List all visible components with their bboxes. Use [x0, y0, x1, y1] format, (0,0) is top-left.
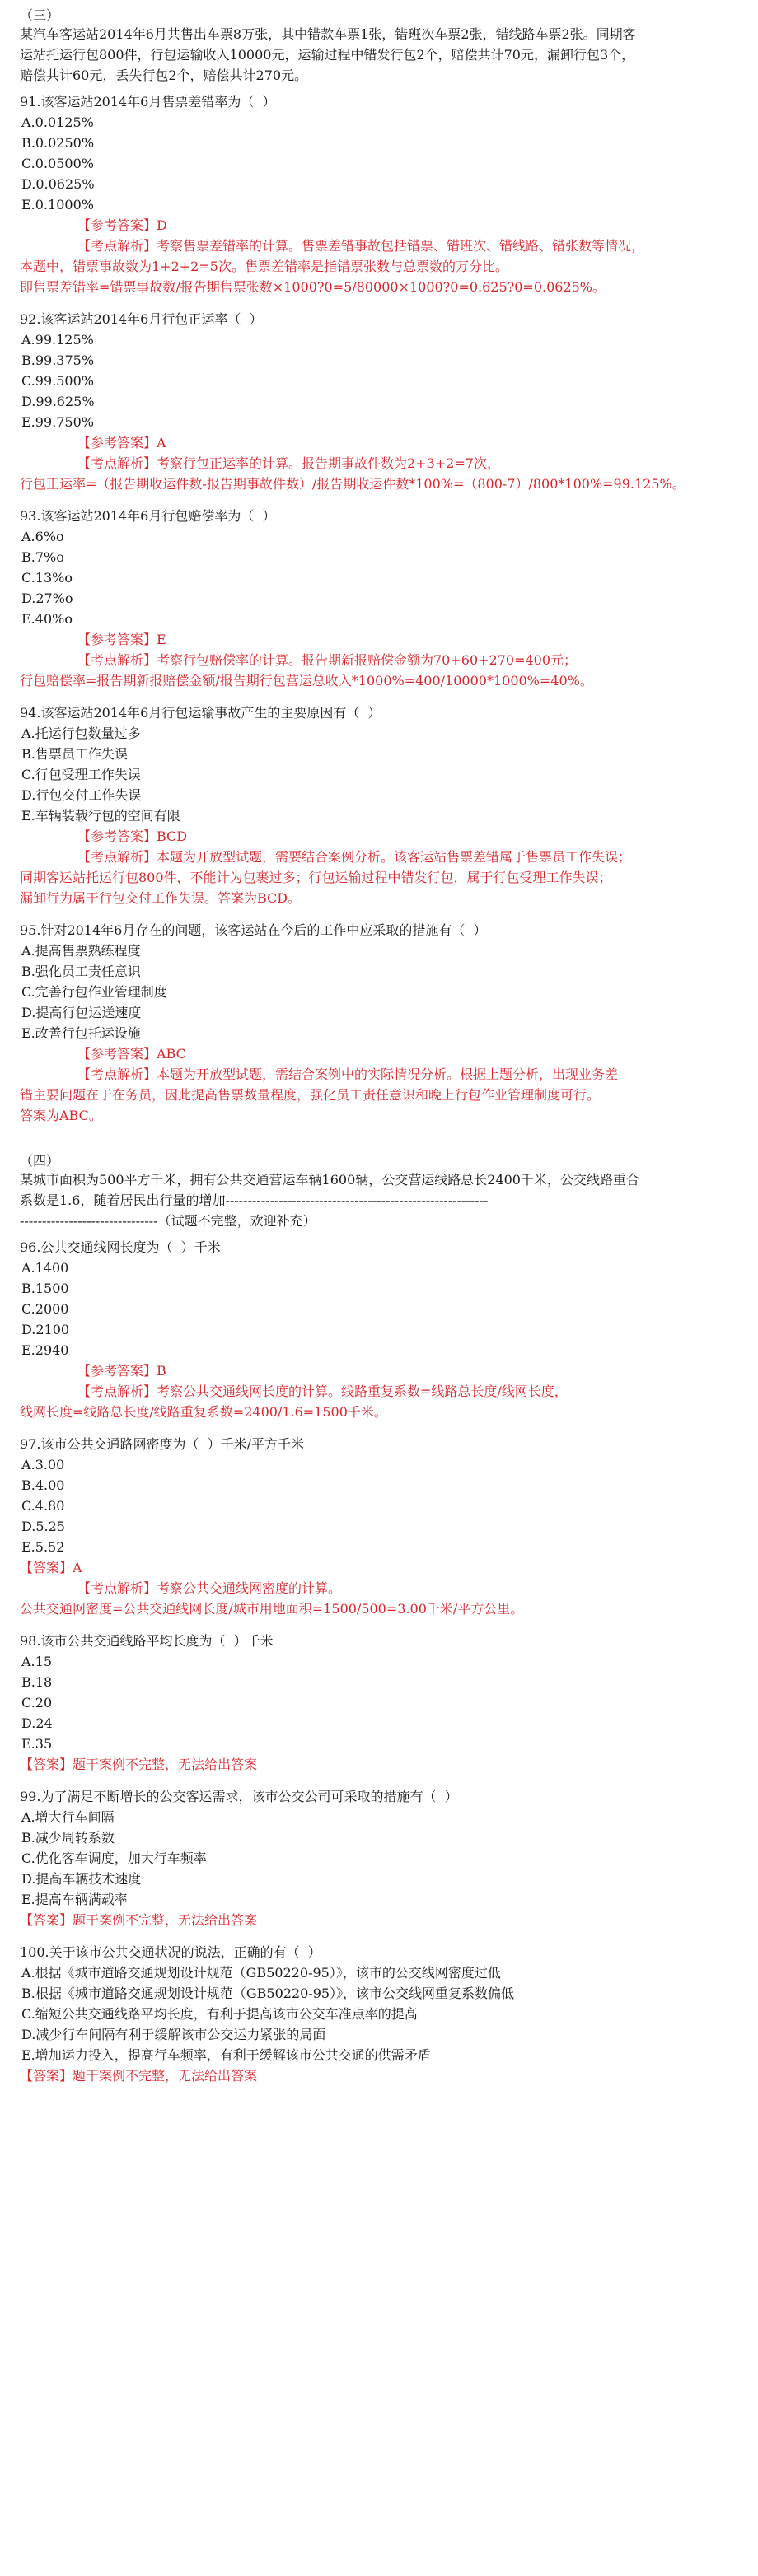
- answer-option: C.4.80: [21, 1498, 65, 1514]
- reference-answer: 【参考答案】BCD: [77, 828, 188, 844]
- answer-option: C.13%o: [21, 570, 73, 586]
- explanation-line: 【考点解析】考察公共交通线网长度的计算。线路重复系数=线路总长度/线网长度，: [77, 1384, 568, 1399]
- answer-option: C.99.500%: [21, 373, 94, 389]
- answer-option: A.15: [21, 1654, 52, 1669]
- scenario-line: 某城市面积为500平方千米，拥有公共交通营运车辆1600辆，公交营运线路总长2400千米，公交线路重合: [20, 1172, 639, 1188]
- answer-option: E.35: [21, 1736, 53, 1752]
- section-3: [20, 7, 738, 86]
- explanation-line: 【考点解析】考察行包正运率的计算。报告期事故件数为2+3+2=7次，: [77, 455, 500, 471]
- answer-option: E.99.750%: [21, 414, 94, 430]
- scenario-line: 运站托运行包800件，行包运输收入10000元，运输过程中错发行包2个，赔偿共计70元，漏卸行包3个，: [20, 47, 635, 63]
- question-stem: 93.该客运站2014年6月行包赔偿率为（ ）: [20, 508, 276, 524]
- answer-option: B.7%o: [21, 549, 64, 565]
- answer-option: D.2100: [21, 1322, 70, 1337]
- answer-option: D.减少行车间隔有利于缓解该市公交运力紧张的局面: [21, 2027, 326, 2042]
- answer-option: C.20: [21, 1695, 53, 1710]
- explanation-line: 【考点解析】本题为开放型试题，需结合案例中的实际情况分析。根据上题分析，出现业务差: [77, 1066, 619, 1082]
- question-block: [20, 920, 738, 1126]
- answer-option: D.行包交付工作失误: [21, 787, 142, 803]
- answer-explanation: [20, 826, 738, 908]
- explanation-line: 错主要问题在于在务员，因此提高售票数量程度，强化员工责任意识和晚上行包作业管理制度可行。: [20, 1087, 601, 1103]
- explanation-line: 同期客运站托运行包800件，不能计为包裹过多；行包运输过程中错发行包，属于行包受理工作失误；: [20, 870, 612, 885]
- answer-explanation: [20, 1754, 738, 1775]
- answer-option: A.提高售票熟练程度: [21, 943, 141, 959]
- answer-option: E.改善行包托运设施: [21, 1025, 141, 1041]
- question-stem: 98.该市公共交通线路平均长度为（ ）千米: [20, 1633, 274, 1649]
- explanation-line: 【考点解析】考察售票差错率的计算。售票差错事故包括错票、错班次、错线路、错张数等情况，: [77, 238, 645, 254]
- answer-explanation: [20, 1043, 738, 1126]
- reference-answer: 【答案】A: [20, 1560, 82, 1575]
- question-stem: 91.该客运站2014年6月售票差错率为（ ）: [20, 94, 276, 110]
- answer-explanation: [20, 215, 738, 297]
- answer-option: B.减少周转系数: [21, 1830, 115, 1846]
- answer-option: B.99.375%: [21, 352, 95, 368]
- answer-option: A.托运行包数量过多: [21, 726, 141, 741]
- question-list: [20, 91, 738, 1126]
- answer-option: C.完善行包作业管理制度: [21, 984, 167, 1000]
- question-stem: 94.该客运站2014年6月行包运输事故产生的主要原因有（ ）: [20, 705, 381, 721]
- answer-option: E.2940: [21, 1342, 69, 1358]
- answer-explanation: [20, 1557, 738, 1619]
- scenario-line: 赔偿共计60元，丢失行包2个，赔偿共计270元。: [20, 68, 308, 83]
- answer-option: E.0.1000%: [21, 197, 94, 212]
- explanation-line: 漏卸行为属于行包交付工作失误。答案为BCD。: [20, 890, 302, 906]
- question-block: [20, 702, 738, 908]
- answer-option: D.27%o: [21, 590, 73, 606]
- question-stem: 95.针对2014年6月存在的问题，该客运站在今后的工作中应采取的措施有（ ）: [20, 922, 487, 938]
- answer-option: D.提高行包运送速度: [21, 1005, 142, 1020]
- answer-option: D.0.0625%: [21, 176, 95, 192]
- question-stem: 92.该客运站2014年6月行包正运率（ ）: [20, 311, 263, 327]
- answer-option: E.车辆装载行包的空间有限: [21, 808, 180, 824]
- answer-option: D.提高车辆技术速度: [21, 1871, 142, 1887]
- reference-answer: 【答案】题干案例不完整，无法给出答案: [20, 1757, 258, 1772]
- answer-option: A.3.00: [21, 1457, 65, 1472]
- answer-explanation: [20, 432, 738, 494]
- reference-answer: 【参考答案】B: [77, 1363, 166, 1379]
- answer-option: E.5.52: [21, 1539, 65, 1555]
- answer-option: A.0.0125%: [21, 114, 94, 130]
- answer-option: B.4.00: [21, 1477, 65, 1493]
- explanation-line: 公共交通网密度=公共交通线网长度/城市用地面积=1500/500=3.00千米/平方公里。: [20, 1601, 524, 1617]
- answer-explanation: [20, 1910, 738, 1930]
- answer-option: B.根据《城市道路交通规划设计规范（GB50220-95）》，该市公交线网重复系数偏低: [21, 1986, 515, 2001]
- question-stem: 97.该市公共交通路网密度为（ ）千米/平方千米: [20, 1436, 305, 1452]
- reference-answer: 【答案】题干案例不完整，无法给出答案: [20, 2068, 258, 2084]
- answer-option: A.根据《城市道路交通规划设计规范（GB50220-95）》，该市的公交线网密度过低: [21, 1965, 501, 1981]
- answer-explanation: [20, 1360, 738, 1422]
- question-block: [20, 1786, 738, 1930]
- question-block: [20, 91, 738, 297]
- reference-answer: 【参考答案】D: [77, 217, 167, 233]
- question-stem: 96.公共交通线网长度为（ ）千米: [20, 1239, 221, 1255]
- question-block: [20, 309, 738, 494]
- question-block: [20, 1237, 738, 1422]
- explanation-line: 【考点解析】本题为开放型试题，需要结合案例分析。该客运站售票差错属于售票员工作失误；: [77, 849, 632, 865]
- answer-option: B.强化员工责任意识: [21, 964, 141, 979]
- scenario-text: [20, 1170, 738, 1232]
- answer-option: C.优化客车调度，加大行车频率: [21, 1850, 207, 1866]
- question-stem: 99.为了满足不断增长的公交客运需求，该市公交公司可采取的措施有（ ）: [20, 1789, 458, 1804]
- reference-answer: 【参考答案】ABC: [77, 1046, 186, 1062]
- scenario-line: 某汽车客运站2014年6月共售出车票8万张，其中错款车票1张，错班次车票2张，错线路车票2张。同期客: [20, 26, 636, 42]
- answer-option: E.40%o: [21, 611, 73, 627]
- answer-option: D.5.25: [21, 1519, 65, 1534]
- answer-explanation: [20, 2065, 738, 2086]
- explanation-line: 答案为ABC。: [20, 1108, 102, 1123]
- scenario-line: 系数是1.6，随着居民出行量的增加-----------------------------------------------------------: [20, 1192, 489, 1208]
- section-label: （四）: [20, 1153, 60, 1169]
- answer-option: B.0.0250%: [21, 135, 95, 151]
- answer-option: C.行包受理工作失误: [21, 767, 141, 782]
- answer-option: B.1500: [21, 1281, 69, 1296]
- scenario-text: [20, 25, 738, 86]
- question-block: [20, 1942, 738, 2086]
- answer-option: C.0.0500%: [21, 156, 94, 171]
- answer-option: D.99.625%: [21, 394, 95, 409]
- reference-answer: 【参考答案】A: [77, 435, 166, 450]
- explanation-line: 行包正运率=（报告期收运件数-报告期事故件数）/报告期收运件数*100%=（800-7）/800*100%=99.125%。: [20, 476, 685, 492]
- explanation-line: 即售票差错率=错票事故数/报告期售票张数×1000?0=5/80000×1000?0=0.625?0=0.0625%。: [20, 279, 606, 295]
- answer-option: D.24: [21, 1715, 53, 1731]
- question-block: [20, 506, 738, 691]
- explanation-line: 【考点解析】考察行包赔偿率的计算。报告期新报赔偿金额为70+60+270=400元；: [77, 652, 578, 668]
- explanation-line: 行包赔偿率=报告期新报赔偿金额/报告期行包营运总收入*1000%=400/10000*1000%=40%。: [20, 673, 593, 688]
- question-block: [20, 1434, 738, 1619]
- answer-option: B.18: [21, 1674, 53, 1690]
- answer-option: E.增加运力投入，提高行车频率，有利于缓解该市公共交通的供需矛盾: [21, 2047, 431, 2063]
- answer-option: A.增大行车间隔: [21, 1809, 115, 1825]
- answer-explanation: [20, 629, 738, 691]
- answer-option: E.提高车辆满载率: [21, 1892, 128, 1907]
- question-stem: 100.关于该市公共交通状况的说法，正确的有（ ）: [20, 1944, 321, 1960]
- answer-option: C.2000: [21, 1301, 69, 1317]
- explanation-line: 线网长度=线路总长度/线路重复系数=2400/1.6=1500千米。: [20, 1404, 387, 1420]
- reference-answer: 【参考答案】E: [77, 632, 166, 647]
- section-4: [20, 1152, 738, 1232]
- explanation-line: 【考点解析】考察公共交通线网密度的计算。: [77, 1580, 342, 1596]
- answer-option: B.售票员工作失误: [21, 746, 128, 762]
- reference-answer: 【答案】题干案例不完整，无法给出答案: [20, 1912, 258, 1928]
- answer-option: A.1400: [21, 1260, 69, 1276]
- question-list: [20, 1237, 738, 2086]
- question-block: [20, 1631, 738, 1775]
- answer-option: A.99.125%: [21, 332, 94, 348]
- answer-option: A.6%o: [21, 529, 64, 544]
- scenario-line: -------------------------------（试题不完整，欢迎补充）: [20, 1213, 316, 1229]
- section-label: （三）: [20, 7, 60, 23]
- answer-option: C.缩短公共交通线路平均长度，有利于提高该市公交车准点率的提高: [21, 2006, 418, 2022]
- explanation-line: 本题中，错票事故数为1+2+2=5次。售票差错率是指错票张数与总票数的万分比。: [20, 259, 508, 274]
